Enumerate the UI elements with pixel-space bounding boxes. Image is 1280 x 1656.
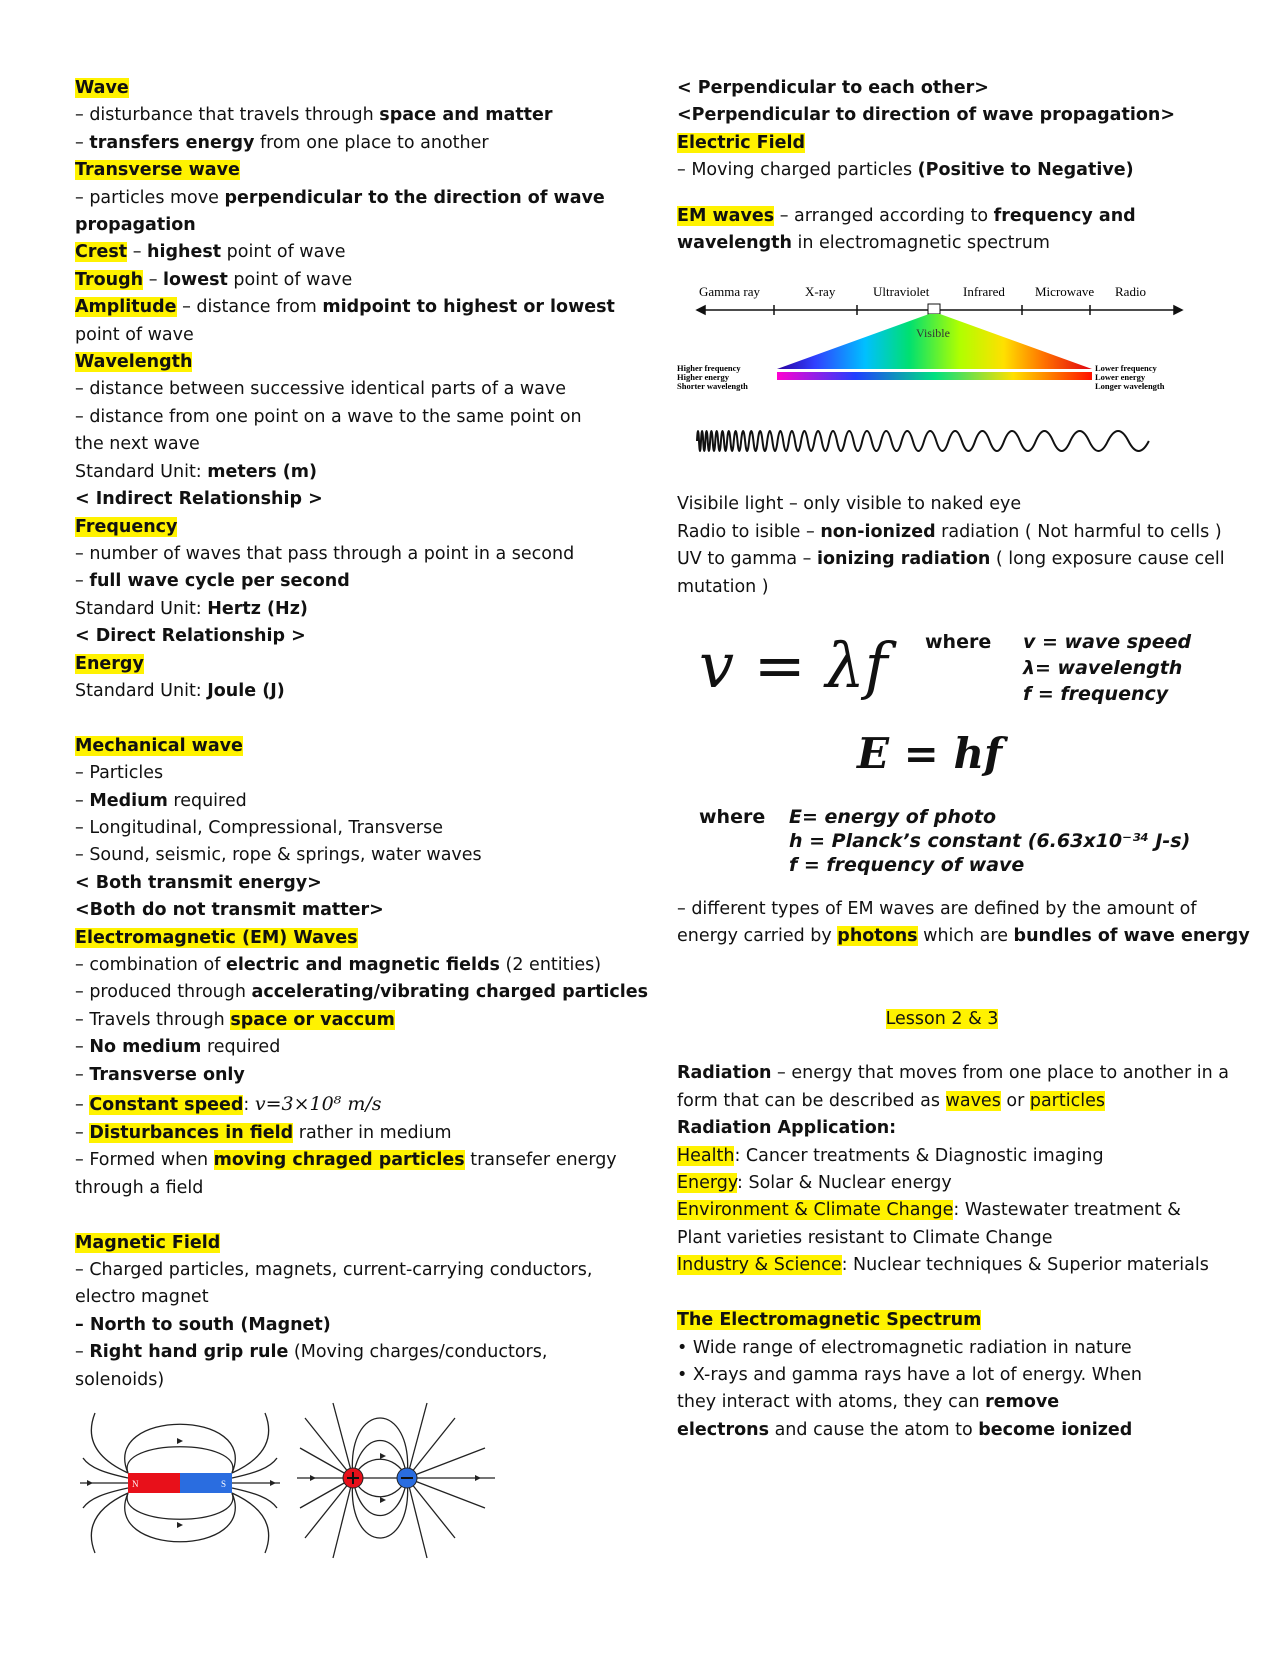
em-waves-term: EM waves	[677, 205, 775, 226]
text-bold: Medium	[89, 790, 168, 811]
magnet-north-label: N	[132, 1479, 139, 1490]
text: mutation )	[677, 576, 769, 597]
text: –	[75, 571, 90, 592]
text-highlight: particles	[1029, 1090, 1105, 1111]
right-label-frequency: Lower frequency	[1095, 363, 1157, 374]
text: Standard Unit:	[75, 598, 208, 619]
spectrum-heading: The Electromagnetic Spectrum	[677, 1310, 982, 1331]
text: – Particles	[75, 763, 164, 784]
band-xray: X-ray	[805, 284, 836, 300]
frequency-heading: Frequency	[75, 516, 178, 537]
text-bold: electrons	[677, 1419, 770, 1440]
text-bold: meters (m)	[207, 461, 317, 482]
text-bold: propagation	[75, 215, 196, 236]
text-highlight: Industry & Science	[677, 1255, 842, 1276]
text-bold: Joule (J)	[207, 680, 285, 701]
text: • X-rays and gamma rays have a lot of energy. When	[677, 1364, 1142, 1385]
wavelength-heading: Wavelength	[75, 352, 193, 373]
text-highlight: Health	[677, 1145, 735, 1166]
text: – Moving charged particles	[677, 160, 918, 181]
text-bold: No medium	[89, 1037, 202, 1058]
mechanical-heading: Mechanical wave	[75, 735, 243, 756]
text: and cause the atom to	[769, 1419, 979, 1440]
text: – Travels through	[75, 1009, 231, 1030]
text-bold: Hertz (Hz)	[207, 598, 308, 619]
text: – disturbance that travels through	[75, 105, 380, 126]
text: – distance from	[176, 297, 323, 318]
text: point of wave	[75, 324, 194, 345]
band-uv: Ultraviolet	[873, 284, 930, 300]
text-bold: perpendicular to the direction of wave	[224, 187, 605, 208]
var-e: E= energy of photo	[789, 806, 997, 829]
text: – particles move	[75, 187, 225, 208]
text: transefer energy	[464, 1150, 617, 1171]
relationship-note: < Indirect Relationship >	[75, 489, 323, 510]
text: in electromagnetic spectrum	[791, 233, 1050, 254]
em-heading: Electromagnetic (EM) Waves	[75, 927, 358, 948]
text: from one place to another	[254, 132, 489, 153]
text: radiation ( Not harmful to cells )	[935, 521, 1222, 542]
transverse-heading: Transverse wave	[75, 160, 240, 181]
where-label: where	[699, 806, 766, 829]
text: – Charged particles, magnets, current-carrying conductors,	[75, 1260, 593, 1281]
text: – number of waves that pass through a point in a second	[75, 543, 575, 564]
text-bold: bundles of wave energy	[1013, 926, 1250, 947]
text: : Wastewater treatment &	[953, 1200, 1181, 1221]
magnet-south-label: S	[221, 1479, 227, 1490]
text: energy carried by	[677, 926, 838, 947]
text: – combination of	[75, 954, 226, 975]
visible-label: Visible	[916, 326, 950, 341]
text: –	[143, 269, 164, 290]
band-gamma: Gamma ray	[699, 284, 761, 300]
trough-term: Trough	[75, 269, 144, 290]
magnetic-field-diagram	[75, 1398, 505, 1563]
text: –	[75, 1123, 90, 1144]
text: –	[75, 132, 90, 153]
text-bold: full wave cycle per second	[89, 571, 350, 592]
band-ir: Infrared	[963, 284, 1005, 300]
text: form that can be described as	[677, 1090, 946, 1111]
var-v: v = wave speed	[1023, 631, 1192, 654]
text-bold: become ionized	[978, 1419, 1133, 1440]
text-bold: wavelength	[677, 233, 792, 254]
speed-of-light-formula: v=3×10⁸ m/s	[254, 1093, 382, 1116]
text: – distance between successive identical parts of a wave	[75, 379, 567, 400]
text: through a field	[75, 1177, 204, 1198]
text-bold: accelerating/vibrating charged particles	[251, 982, 649, 1003]
text: – distance from one point on a wave to the same point on	[75, 406, 582, 427]
text-bold: < Perpendicular to each other>	[677, 78, 989, 98]
text: –	[75, 1064, 90, 1085]
text-bold: Radiation	[677, 1063, 772, 1084]
text-highlight: Energy	[677, 1173, 737, 1194]
text: –	[75, 1037, 90, 1058]
band-microwave: Microwave	[1035, 284, 1095, 300]
relationship-note: <Both do not transmit matter>	[75, 900, 384, 921]
text-bold: highest	[147, 242, 222, 263]
text: – produced through	[75, 982, 252, 1003]
where-label: where	[925, 631, 992, 654]
text: : Cancer treatments & Diagnostic imaging	[734, 1145, 1104, 1166]
text: (Moving charges/conductors,	[288, 1342, 548, 1363]
band-radio: Radio	[1115, 284, 1147, 300]
right-label-energy: Lower energy	[1095, 372, 1146, 383]
text-bold: space and matter	[379, 105, 553, 126]
text: (2 entities)	[499, 954, 602, 975]
text-bold: Radiation Application:	[677, 1118, 897, 1139]
text-bold: Transverse only	[89, 1064, 245, 1085]
formula-block	[677, 601, 1207, 896]
amplitude-term: Amplitude	[75, 297, 177, 318]
text: point of wave	[221, 242, 346, 263]
relationship-note: < Direct Relationship >	[75, 626, 306, 647]
text-bold: <Perpendicular to direction of wave propagation>	[677, 105, 1175, 126]
wave-speed-formula: v = λf	[699, 629, 888, 703]
text: required	[167, 790, 247, 811]
text-bold: ionizing radiation	[817, 549, 991, 570]
text: or	[1000, 1090, 1030, 1111]
var-h: h = Planck’s constant (6.63x10⁻³⁴ J-s)	[789, 830, 1191, 853]
text: –	[75, 1095, 90, 1116]
em-spectrum-diagram	[677, 281, 1207, 481]
crest-term: Crest	[75, 242, 128, 263]
text-bold: – North to south (Magnet)	[75, 1314, 331, 1335]
left-label-energy: Higher energy	[677, 372, 730, 383]
text-bold: (Positive to Negative)	[917, 160, 1134, 181]
text: Radio to isible –	[677, 521, 821, 542]
text: : Solar & Nuclear energy	[737, 1173, 952, 1194]
text: Standard Unit:	[75, 680, 208, 701]
var-f2: f = frequency of wave	[789, 854, 1025, 877]
wave-graphic	[697, 431, 1149, 451]
wave-heading: Wave	[75, 78, 129, 98]
text: :	[243, 1095, 255, 1116]
text: point of wave	[227, 269, 353, 290]
text: the next wave	[75, 434, 200, 455]
text: – different types of EM waves are defined by the amount of	[677, 899, 1197, 920]
text-bold: frequency and	[993, 205, 1136, 226]
text: –	[75, 1342, 90, 1363]
text-bold: Right hand grip rule	[89, 1342, 289, 1363]
text-highlight: waves	[945, 1090, 1001, 1111]
magnetic-heading: Magnetic Field	[75, 1232, 221, 1253]
text: • Wide range of electromagnetic radiation in nature	[677, 1337, 1132, 1358]
electric-field-heading: Electric Field	[677, 132, 806, 153]
photon-energy-formula: E = hf	[857, 729, 1003, 779]
text: electro magnet	[75, 1287, 209, 1308]
relationship-note: < Both transmit energy>	[75, 872, 322, 893]
text: Plant varieties resistant to Climate Change	[677, 1227, 1053, 1248]
text-highlight: Constant speed	[89, 1095, 244, 1116]
text: UV to gamma –	[677, 549, 817, 570]
energy-heading: Energy	[75, 653, 144, 674]
text: : Nuclear techniques & Superior materials	[841, 1255, 1209, 1276]
text: – Longitudinal, Compressional, Transverse	[75, 817, 443, 838]
text: –	[75, 790, 90, 811]
text-bold: non-ionized	[820, 521, 936, 542]
text: ( long exposure cause cell	[990, 549, 1225, 570]
text: rather in medium	[293, 1123, 452, 1144]
var-f: f = frequency	[1023, 683, 1169, 706]
right-label-wavelength: Longer wavelength	[1095, 381, 1165, 392]
text: – arranged according to	[774, 205, 994, 226]
text: –	[127, 242, 148, 263]
text: – Sound, seismic, rope & springs, water waves	[75, 845, 482, 866]
text-bold: electric and magnetic fields	[226, 954, 500, 975]
left-column	[75, 75, 649, 1563]
text: required	[201, 1037, 281, 1058]
left-label-frequency: Higher frequency	[677, 363, 741, 374]
text-bold: midpoint to highest or lowest	[322, 297, 615, 318]
lesson-label: Lesson 2 & 3	[885, 1008, 999, 1029]
text-highlight: moving chraged particles	[213, 1150, 465, 1171]
text: which are	[917, 926, 1014, 947]
text: solenoids)	[75, 1369, 165, 1390]
text: – energy that moves from one place to another in a	[771, 1063, 1229, 1084]
text: Visibile light – only visible to naked eye	[677, 494, 1022, 515]
text-highlight: space or vaccum	[230, 1009, 395, 1030]
text-highlight: photons	[837, 926, 918, 947]
text-highlight: Disturbances in field	[89, 1123, 294, 1144]
text: Standard Unit:	[75, 461, 208, 482]
text-highlight: Environment & Climate Change	[677, 1200, 954, 1221]
right-column	[677, 75, 1250, 1444]
text-bold: transfers energy	[89, 132, 255, 153]
text-bold: lowest	[163, 269, 228, 290]
text: they interact with atoms, they can	[677, 1392, 986, 1413]
text-bold: remove	[985, 1392, 1060, 1413]
var-lambda: λ= wavelength	[1023, 657, 1183, 680]
text: – Formed when	[75, 1150, 214, 1171]
left-label-wavelength: Shorter wavelength	[677, 381, 748, 392]
